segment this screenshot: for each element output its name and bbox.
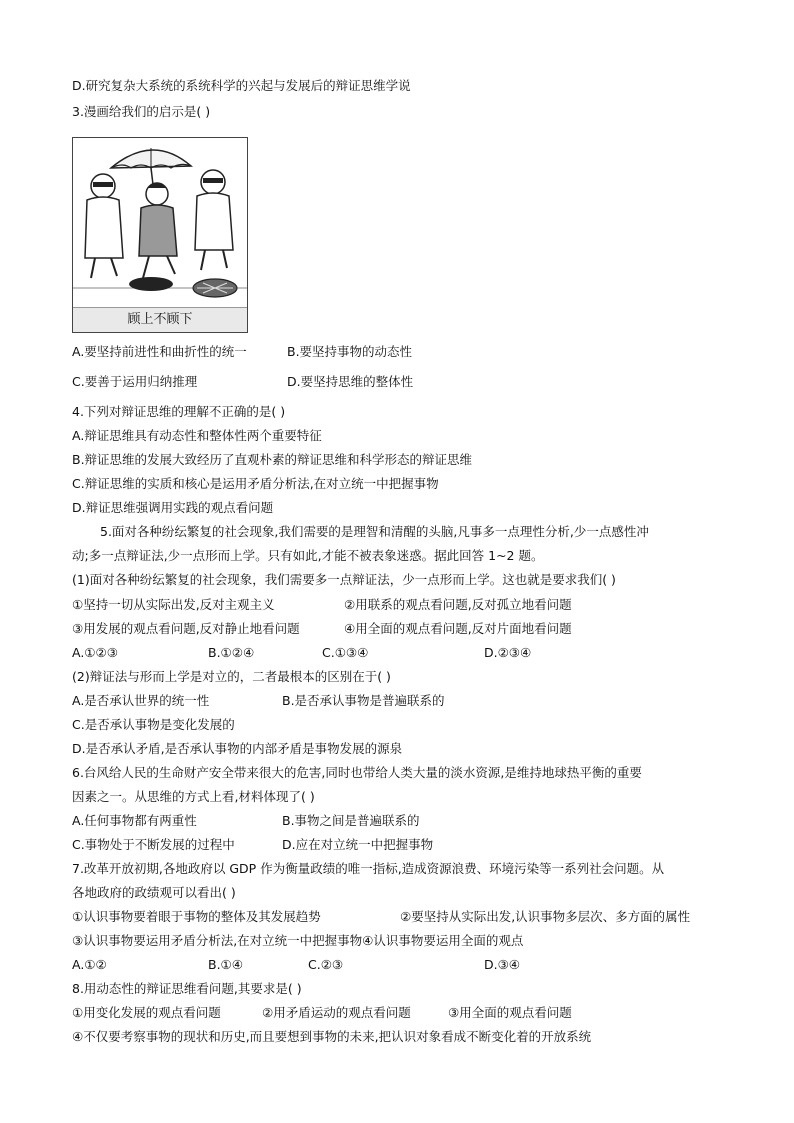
q5-sub1-option-d: D.②③④ — [484, 645, 532, 660]
q3-option-b: B.要坚持事物的动态性 — [287, 344, 413, 359]
q3-cartoon — [72, 137, 248, 333]
q7-statement-2: ②要坚持从实际出发,认识事物多层次、多方面的属性 — [400, 909, 691, 924]
q4-stem: 4.下列对辩证思维的理解不正确的是( ) — [72, 404, 286, 419]
q3-option-d: D.要坚持思维的整体性 — [287, 374, 414, 389]
q5-sub2-option-d: D.是否承认矛盾,是否承认事物的内部矛盾是事物发展的源泉 — [72, 741, 403, 756]
q6-option-d: D.应在对立统一中把握事物 — [282, 837, 434, 852]
q3-option-a: A.要坚持前进性和曲折性的统一 — [72, 344, 247, 359]
q7-option-c: C.②③ — [308, 957, 344, 972]
cartoon-drawing — [73, 138, 247, 308]
q7-stem-line1: 7.改革开放初期,各地政府以 GDP 作为衡量政绩的唯一指标,造成资源浪费、环境污染等一系列社会问题。从 — [72, 861, 665, 876]
q2-option-d: D.研究复杂大系统的系统科学的兴起与发展后的辩证思维学说 — [72, 78, 411, 93]
q4-option-a: A.辩证思维具有动态性和整体性两个重要特征 — [72, 428, 322, 443]
q7-option-d: D.③④ — [484, 957, 521, 972]
q5-sub1-option-c: C.①③④ — [322, 645, 369, 660]
q4-option-b: B.辩证思维的发展大致经历了直观朴素的辩证思维和科学形态的辩证思维 — [72, 452, 473, 467]
q8-statement-2: ②用矛盾运动的观点看问题 — [262, 1005, 411, 1020]
q6-option-b: B.事物之间是普遍联系的 — [282, 813, 420, 828]
q6-option-c: C.事物处于不断发展的过程中 — [72, 837, 235, 852]
q3-option-c: C.要善于运用归纳推理 — [72, 374, 198, 389]
q3-stem: 3.漫画给我们的启示是( ) — [72, 104, 211, 119]
q5-sub2-option-b: B.是否承认事物是普遍联系的 — [282, 693, 445, 708]
q5-sub2-option-a: A.是否承认世界的统一性 — [72, 693, 210, 708]
q5-sub1-statement-4: ④用全面的观点看问题,反对片面地看问题 — [344, 621, 572, 636]
q5-sub1-statement-2: ②用联系的观点看问题,反对孤立地看问题 — [344, 597, 572, 612]
q4-option-d: D.辩证思维强调用实践的观点看问题 — [72, 500, 274, 515]
q5-sub1-option-a: A.①②③ — [72, 645, 118, 660]
q7-option-b: B.①④ — [208, 957, 243, 972]
q7-option-a: A.①② — [72, 957, 107, 972]
q7-stem-line2: 各地政府的政绩观可以看出( ) — [72, 885, 236, 900]
q5-sub2-stem: (2)辩证法与形而上学是对立的，二者最根本的区别在于( ) — [72, 669, 391, 684]
q5-sub1-statement-3: ③用发展的观点看问题,反对静止地看问题 — [72, 621, 300, 636]
q5-sub1-option-b: B.①②④ — [208, 645, 255, 660]
q6-stem-line2: 因素之一。从思维的方式上看,材料体现了( ) — [72, 789, 315, 804]
q4-option-c: C.辩证思维的实质和核心是运用矛盾分析法,在对立统一中把握事物 — [72, 476, 439, 491]
q6-option-a: A.任何事物都有两重性 — [72, 813, 197, 828]
q5-sub1-statement-1: ①坚持一切从实际出发,反对主观主义 — [72, 597, 275, 612]
q5-sub2-option-c: C.是否承认事物是变化发展的 — [72, 717, 235, 732]
q8-stem: 8.用动态性的辩证思维看问题,其要求是( ) — [72, 981, 302, 996]
q8-statement-1: ①用变化发展的观点看问题 — [72, 1005, 221, 1020]
q8-statement-3: ③用全面的观点看问题 — [448, 1005, 572, 1020]
q5-material-line1: 5.面对各种纷纭繁复的社会现象,我们需要的是理智和清醒的头脑,凡事多一点理性分析,少一点感性冲 — [100, 524, 649, 539]
q5-material-line2: 动;多一点辩证法,少一点形而上学。只有如此,才能不被表象迷惑。据此回答 1~2 题。 — [72, 548, 544, 563]
q8-statement-4: ④不仅要考察事物的现状和历史,而且要想到事物的未来,把认识对象看成不断变化着的开放系统 — [72, 1029, 592, 1044]
q7-statement-3-4: ③认识事物要运用矛盾分析法,在对立统一中把握事物④认识事物要运用全面的观点 — [72, 933, 524, 948]
q6-stem-line1: 6.台风给人民的生命财产安全带来很大的危害,同时也带给人类大量的淡水资源,是维持地球热平衡的重要 — [72, 765, 642, 780]
q5-sub1-stem: (1)面对各种纷纭繁复的社会现象，我们需要多一点辩证法，少一点形而上学。这也就是要求我们( ) — [72, 572, 616, 587]
q7-statement-1: ①认识事物要着眼于事物的整体及其发展趋势 — [72, 909, 321, 924]
cartoon-caption: 顾上不顾下 — [73, 307, 247, 332]
